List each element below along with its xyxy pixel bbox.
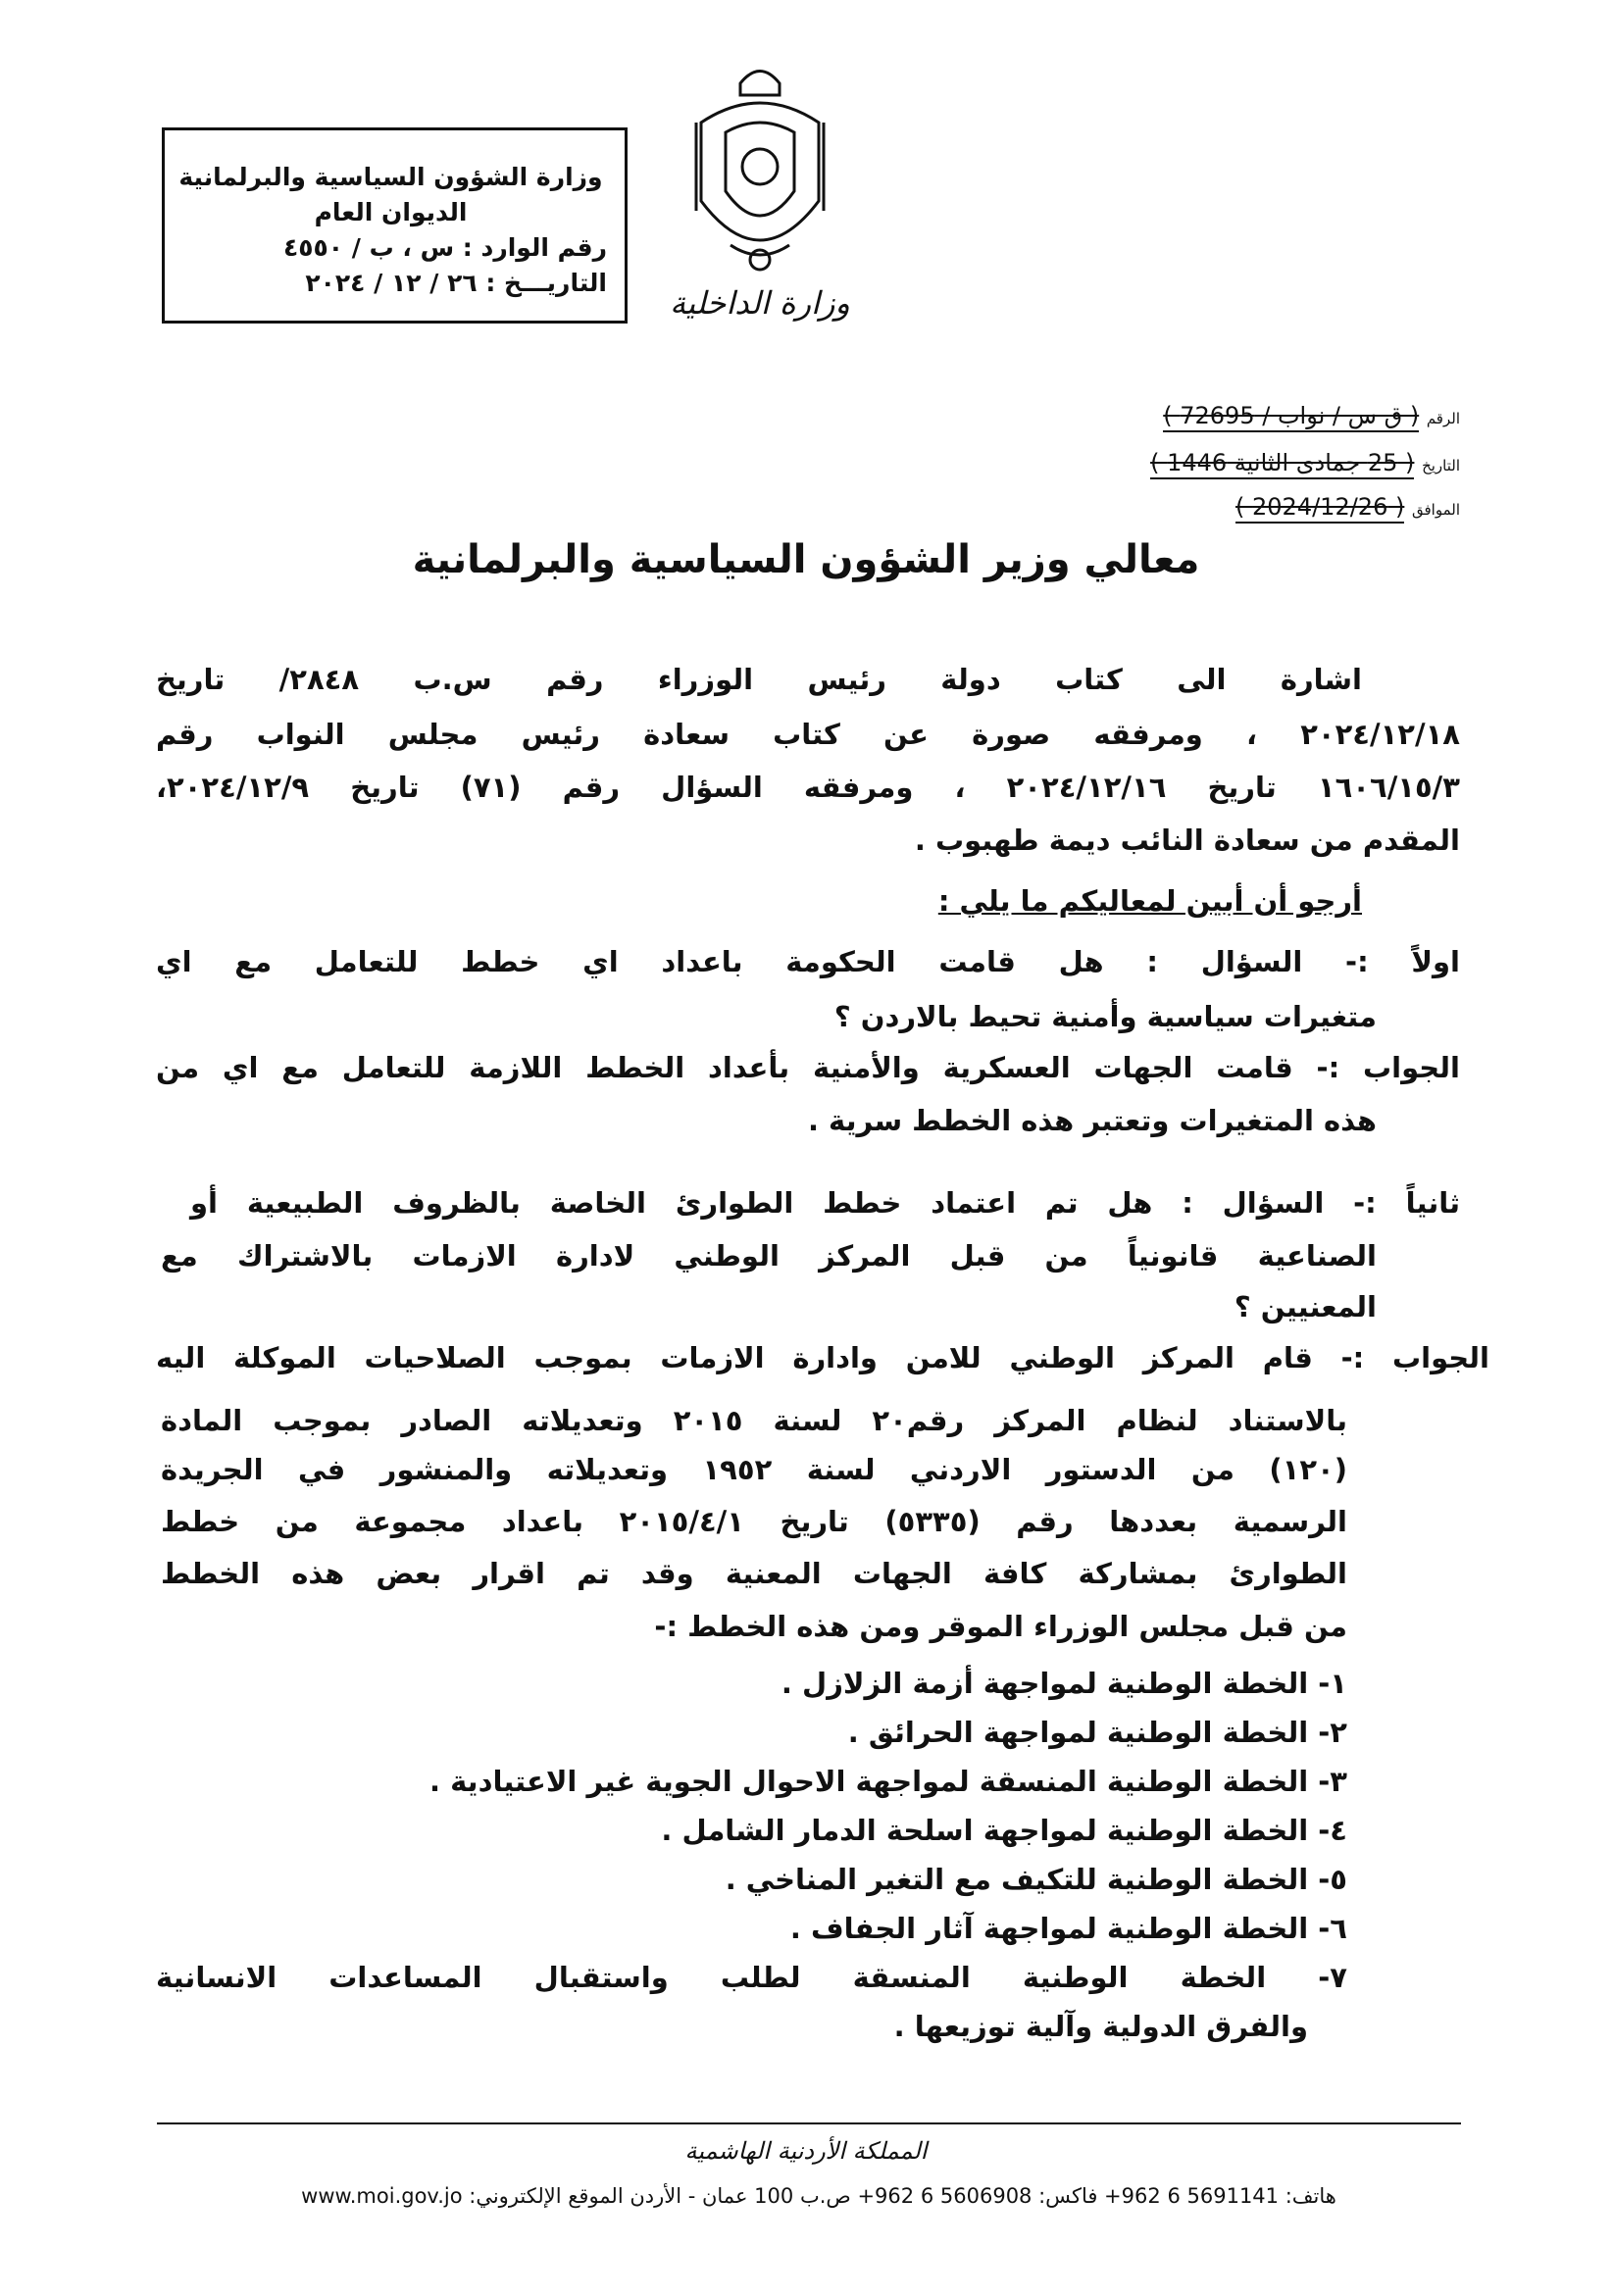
- incoming-stamp: [162, 127, 628, 324]
- ref-number-label: الرقم: [1426, 410, 1460, 427]
- plan-item: ٧- الخطة الوطنية المنسقة لطلب واستقبال المساعدات الانسانية: [156, 1961, 1347, 1994]
- question-2-line: ثانياً :- السؤال : هل تم اعتماد خطط الطوارئ الخاصة بالظروف الطبيعية أو: [190, 1186, 1460, 1220]
- ref-corresponding: [1068, 493, 1460, 521]
- ref-date: [1068, 449, 1460, 476]
- intro-line: ١٦٠٦/١٥/٣ تاريخ ٢٠٢٤/١٢/١٦ ، ومرفقه السؤال رقم (٧١) تاريخ ٢٠٢٤/١٢/٩،: [156, 771, 1460, 804]
- footer-contact: هاتف: 5691141 6 962+ فاكس: 5606908 6 962+ ص.ب 100 عمان - الأردن الموقع الإلكتروني: www.moi.gov.jo: [301, 2184, 1336, 2208]
- intro-line: ٢٠٢٤/١٢/١٨ ، ومرفقه صورة عن كتاب سعادة رئيس مجلس النواب رقم: [156, 718, 1460, 751]
- ref-corresponding-value: ( 2024/12/26 ): [1235, 493, 1404, 524]
- emblem-icon: [686, 54, 833, 289]
- footer-divider: [157, 2122, 1461, 2124]
- ref-number-value: ( ق س / نواب / 72695 ): [1163, 402, 1419, 432]
- ref-date-label: التاريخ: [1422, 457, 1460, 474]
- question-2-line: الصناعية قانونياً من قبل المركز الوطني لادارة الازمات بالاشتراك مع: [161, 1239, 1377, 1273]
- question-1-line: متغيرات سياسية وأمنية تحيط بالاردن ؟: [833, 1000, 1377, 1033]
- ministry-name: وزارة الداخلية: [670, 284, 850, 322]
- plan-item: ٣- الخطة الوطنية المنسقة لمواجهة الاحوال الجوية غير الاعتيادية .: [428, 1765, 1347, 1798]
- letter-addressee: معالي وزير الشؤون السياسية والبرلمانية: [412, 537, 1200, 582]
- answer-2-line: (١٢٠) من الدستور الاردني لسنة ١٩٥٢ وتعديلاته والمنشور في الجريدة: [161, 1453, 1348, 1486]
- answer-2-line: من قبل مجلس الوزراء الموقر ومن هذه الخطط :-: [654, 1610, 1347, 1643]
- question-1-line: اولاً :- السؤال : هل قامت الحكومة باعداد اي خطط للتعامل مع اي: [156, 945, 1460, 978]
- answer-2-line: الطوارئ بمشاركة كافة الجهات المعنية وقد تم اقرار بعض هذه الخطط: [161, 1557, 1347, 1590]
- plan-item: ٤- الخطة الوطنية لمواجهة اسلحة الدمار الشامل .: [661, 1814, 1347, 1847]
- plan-item: ٦- الخطة الوطنية لمواجهة آثار الجفاف .: [789, 1912, 1347, 1945]
- stamp-department: الديوان العام: [314, 198, 468, 226]
- intro-line: المقدم من سعادة النائب ديمة طهبوب .: [914, 824, 1460, 857]
- ref-corresponding-label: الموافق: [1411, 501, 1460, 519]
- answer-2-line: الرسمية بعددها رقم (٥٣٣٥) تاريخ ٢٠١٥/٤/١ باعداد مجموعة من خطط: [161, 1505, 1347, 1538]
- answer-1-line: هذه المتغيرات وتعتبر هذه الخطط سرية .: [807, 1104, 1377, 1137]
- stamp-ministry: وزارة الشؤون السياسية والبرلمانية: [178, 163, 603, 191]
- answer-2-line: بالاستناد لنظام المركز رقم٢٠ لسنة ٢٠١٥ وتعديلاته الصادر بموجب المادة: [161, 1404, 1347, 1437]
- intro-line: اشارة الى كتاب دولة رئيس الوزراء رقم س.ب ٢٨٤٨/ تاريخ: [156, 663, 1362, 696]
- question-2-line: المعنيين ؟: [1234, 1290, 1377, 1323]
- answer-2-line: الجواب :- قام المركز الوطني للامن وادارة الازمات بموجب الصلاحيات الموكلة اليه: [156, 1341, 1489, 1374]
- ref-number: [1068, 402, 1460, 429]
- plan-item-continued: والفرق الدولية وآلية توزيعها .: [893, 2010, 1308, 2043]
- plan-item: ١- الخطة الوطنية لمواجهة أزمة الزلازل .: [781, 1667, 1347, 1700]
- stamp-incoming-number: رقم الوارد : س ، ب / ٤٥٥٠: [282, 233, 607, 262]
- ref-date-value: ( 25 جمادى الثانية 1446 ): [1150, 449, 1414, 479]
- footer-kingdom: المملكة الأردنية الهاشمية: [684, 2137, 928, 2165]
- answer-1-line: الجواب :- قامت الجهات العسكرية والأمنية بأعداد الخطط اللازمة للتعامل مع اي من: [156, 1051, 1460, 1084]
- request-line: أرجو أن أبين لمعاليكم ما يلي :: [937, 884, 1362, 918]
- plan-item: ٢- الخطة الوطنية لمواجهة الحرائق .: [847, 1716, 1347, 1749]
- stamp-date: التاريـــخ : ٢٦ / ١٢ / ٢٠٢٤: [305, 269, 607, 297]
- plan-item: ٥- الخطة الوطنية للتكيف مع التغير المناخي .: [725, 1863, 1347, 1896]
